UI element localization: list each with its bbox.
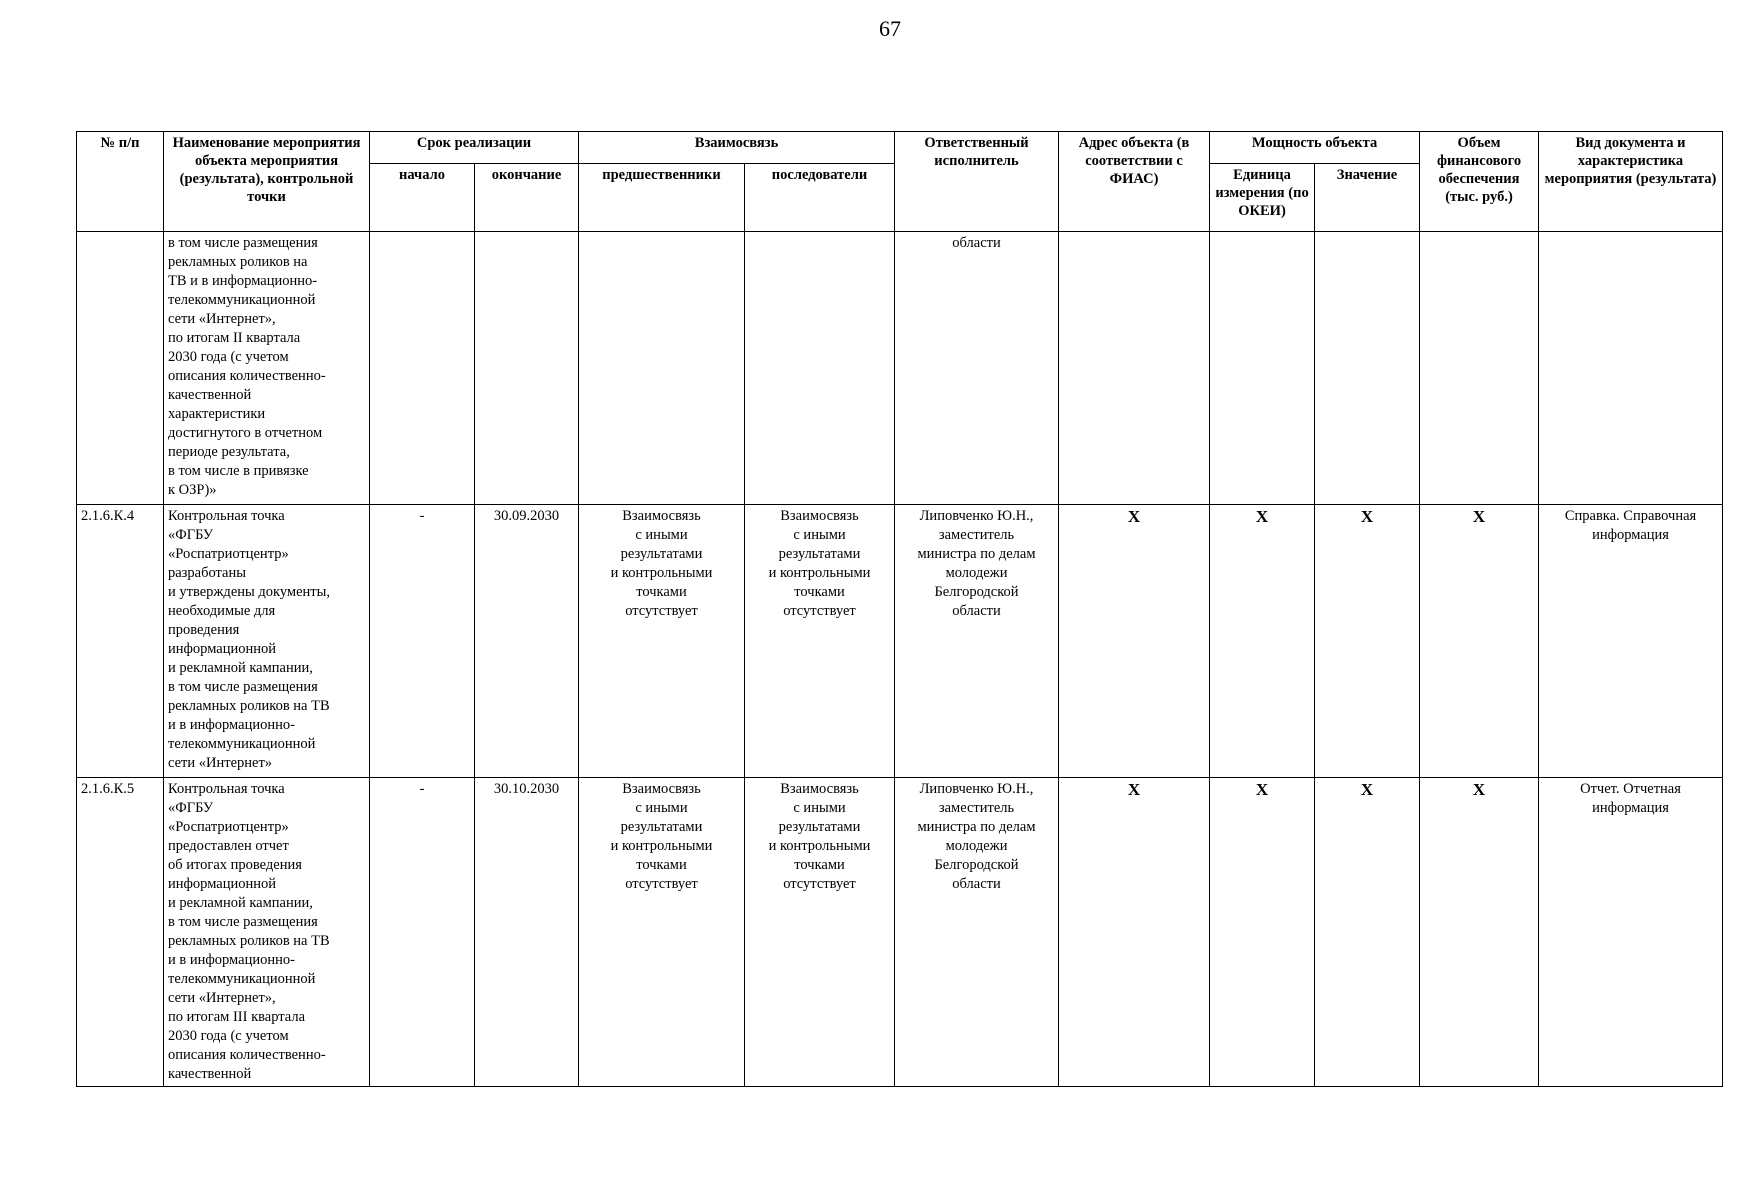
cell-successors: Взаимосвязь с иными результатами и контрольными точками отсутствует bbox=[745, 505, 895, 778]
cell-num: 2.1.6.К.4 bbox=[77, 505, 164, 778]
cell-address: X bbox=[1059, 778, 1210, 1087]
header-unit: Единица измерения (по ОКЕИ) bbox=[1210, 164, 1315, 232]
cell-start: - bbox=[370, 778, 475, 1087]
cell-address bbox=[1059, 232, 1210, 505]
cell-unit bbox=[1210, 232, 1315, 505]
cell-num bbox=[77, 232, 164, 505]
table-row bbox=[77, 232, 1723, 505]
cell-financing bbox=[1420, 232, 1539, 505]
header-responsible: Ответственный исполнитель bbox=[895, 132, 1059, 232]
header-num: № п/п bbox=[77, 132, 164, 232]
cell-value: X bbox=[1315, 778, 1420, 1087]
cell-responsible: Липовченко Ю.Н., заместитель министра по делам молодежи Белгородской области bbox=[895, 505, 1059, 778]
cell-doc-type: Отчет. Отчетная информация bbox=[1539, 778, 1723, 1087]
header-predecessors: предшественники bbox=[579, 164, 745, 232]
cell-unit: X bbox=[1210, 505, 1315, 778]
cell-doc-type: Справка. Справочная информация bbox=[1539, 505, 1723, 778]
cell-value bbox=[1315, 232, 1420, 505]
cell-unit: X bbox=[1210, 778, 1315, 1087]
cell-num: 2.1.6.К.5 bbox=[77, 778, 164, 1087]
cell-start: - bbox=[370, 505, 475, 778]
cell-name: Контрольная точка «ФГБУ «Роспатриотцентр» разработаны и утверждены документы, необходимые для проведения информационной и рекламной кампании, в том числе размещения рекламных роликов на ТВ и в информационно- телекоммуникационной сети «Интернет» bbox=[164, 505, 370, 778]
cell-end: 30.10.2030 bbox=[475, 778, 579, 1087]
header-address: Адрес объекта (в соответствии с ФИАС) bbox=[1059, 132, 1210, 232]
table-row bbox=[77, 778, 1723, 1087]
header-period: Срок реализации bbox=[370, 132, 579, 164]
cell-responsible: области bbox=[895, 232, 1059, 505]
cell-start bbox=[370, 232, 475, 505]
header-value: Значение bbox=[1315, 164, 1420, 232]
page-number: 67 bbox=[879, 16, 901, 41]
header-capacity: Мощность объекта bbox=[1210, 132, 1420, 164]
cell-successors bbox=[745, 232, 895, 505]
header-successors: последователи bbox=[745, 164, 895, 232]
cell-financing: X bbox=[1420, 505, 1539, 778]
cell-name: в том числе размещения рекламных роликов на ТВ и в информационно- телекоммуникационной сети «Интернет», по итогам II квартала 2030 года (с учетом описания количественно- качественной характеристики достигнутого в отчетном периоде результата, в том числе в привязке к ОЗР)» bbox=[164, 232, 370, 505]
cell-end bbox=[475, 232, 579, 505]
header-relation: Взаимосвязь bbox=[579, 132, 895, 164]
cell-end: 30.09.2030 bbox=[475, 505, 579, 778]
cell-name: Контрольная точка «ФГБУ «Роспатриотцентр» предоставлен отчет об итогах проведения информационной и рекламной кампании, в том числе размещения рекламных роликов на ТВ и в информационно- телекоммуникационной сети «Интернет», по итогам III квартала 2030 года (с учетом описания количественно- качественной bbox=[164, 778, 370, 1087]
cell-value: X bbox=[1315, 505, 1420, 778]
cell-predecessors bbox=[579, 232, 745, 505]
header-financing: Объем финансового обеспечения (тыс. руб.) bbox=[1420, 132, 1539, 232]
header-end: окончание bbox=[475, 164, 579, 232]
header-doc-type: Вид документа и характеристика мероприятия (результата) bbox=[1539, 132, 1723, 232]
plan-table bbox=[76, 131, 1723, 1087]
table-row bbox=[77, 505, 1723, 778]
header-start: начало bbox=[370, 164, 475, 232]
cell-address: X bbox=[1059, 505, 1210, 778]
cell-financing: X bbox=[1420, 778, 1539, 1087]
cell-predecessors: Взаимосвязь с иными результатами и контрольными точками отсутствует bbox=[579, 778, 745, 1087]
cell-doc-type bbox=[1539, 232, 1723, 505]
header-name: Наименование мероприятия объекта мероприятия (результата), контрольной точки bbox=[164, 132, 370, 232]
cell-successors: Взаимосвязь с иными результатами и контрольными точками отсутствует bbox=[745, 778, 895, 1087]
cell-responsible: Липовченко Ю.Н., заместитель министра по делам молодежи Белгородской области bbox=[895, 778, 1059, 1087]
cell-predecessors: Взаимосвязь с иными результатами и контрольными точками отсутствует bbox=[579, 505, 745, 778]
